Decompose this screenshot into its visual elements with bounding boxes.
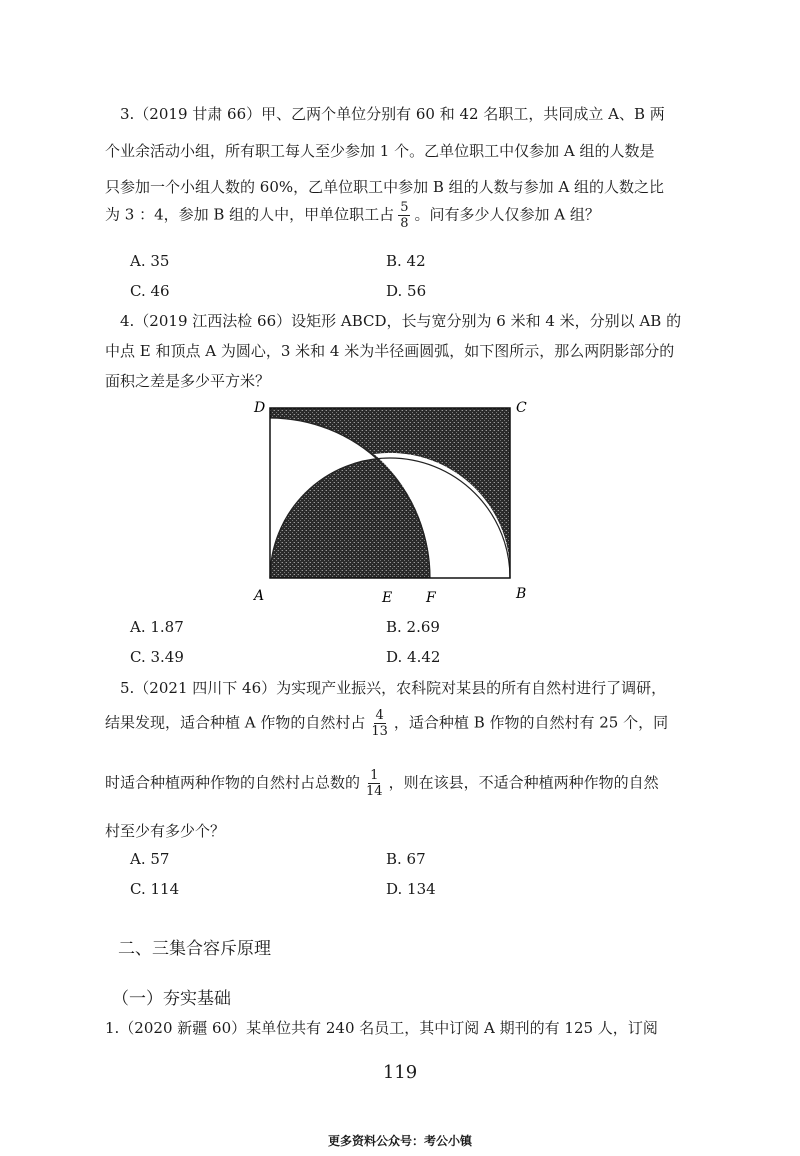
q4-option-d: D. 4.42	[386, 648, 441, 666]
q5-line1: 5.（2021 四川下 46）为实现产业振兴，农科院对某县的所有自然村进行了调研，	[120, 679, 667, 697]
q5-line2	[105, 708, 668, 739]
q4-line1: 4.（2019 江西法检 66）设矩形 ABCD，长与宽分别为 6 米和 4 米，分别以 AB 的	[120, 312, 682, 330]
label-e: E	[382, 590, 393, 606]
rectangle-arcs-diagram	[250, 398, 540, 608]
q5-fraction-1	[369, 708, 390, 739]
label-d: D	[254, 400, 266, 416]
q5-fraction-2	[364, 768, 385, 799]
label-f: F	[426, 590, 436, 606]
q5-option-a: A. 57	[130, 850, 170, 868]
section-subheading: （一）夯实基础	[112, 989, 231, 1009]
q5-line3	[105, 768, 659, 799]
label-c: C	[516, 400, 527, 416]
q5-line2-pre: 结果发现，适合种植 A 作物的自然村占	[105, 713, 366, 732]
q3-line4	[105, 200, 600, 231]
q3-line4-pre: 为 3 ：4，参加 B 组的人中，甲单位职工占	[105, 205, 395, 224]
label-a: A	[254, 588, 265, 604]
q5-line3-post: ，则在该县，不适合种植两种作物的自然	[388, 773, 659, 792]
q5-option-c: C. 114	[130, 880, 180, 898]
q5-option-d: D. 134	[386, 880, 436, 898]
q5-option-b: B. 67	[386, 850, 426, 868]
q4-line3: 面积之差是多少平方米？	[105, 372, 271, 390]
q5-frac2-den: 14	[366, 784, 383, 799]
q5-frac1-num: 4	[375, 708, 384, 723]
section-heading: 二、三集合容斥原理	[118, 939, 271, 959]
q5-line2-post: ，适合种植 B 作物的自然村有 25 个，同	[393, 713, 669, 732]
q4-option-a: A. 1.87	[130, 618, 184, 636]
q4-line2: 中点 E 和顶点 A 为圆心，3 米和 4 米为半径画圆弧，如下图所示，那么两阴影部分的	[105, 342, 675, 360]
q3-line2: 个业余活动小组，所有职工每人至少参加 1 个。乙单位职工中仅参加 A 组的人数是	[105, 142, 655, 160]
q3-option-b: B. 42	[386, 252, 426, 270]
q3-line4-post: 。问有多少人仅参加 A 组？	[414, 205, 600, 224]
q3-line3: 只参加一个小组人数的 60%，乙单位职工中参加 B 组的人数与参加 A 组的人数之比	[105, 178, 665, 196]
q3-frac-den: 8	[400, 216, 409, 231]
footer-watermark: 更多资料公众号：考公小镇	[327, 1134, 472, 1148]
q5-line3-pre: 时适合种植两种作物的自然村占总数的	[105, 773, 361, 792]
geometry-figure	[250, 398, 540, 612]
q4-option-c: C. 3.49	[130, 648, 184, 666]
q3-line1: 3.（2019 甘肃 66）甲、乙两个单位分别有 60 和 42 名职工，共同成立 A、B 两	[120, 105, 665, 123]
next-question-line1: 1.（2020 新疆 60）某单位共有 240 名员工，其中订阅 A 期刊的有 125 人，订阅	[105, 1019, 658, 1037]
q3-fraction	[398, 200, 410, 231]
page-number: 119	[382, 1062, 418, 1083]
q3-option-c: C. 46	[130, 282, 170, 300]
q3-frac-num: 5	[400, 200, 409, 215]
q3-option-d: D. 56	[386, 282, 427, 300]
q5-frac1-den: 13	[371, 724, 388, 739]
q5-frac2-num: 1	[370, 768, 379, 783]
q5-line4: 村至少有多少个？	[105, 822, 226, 840]
q3-option-a: A. 35	[130, 252, 170, 270]
q4-option-b: B. 2.69	[386, 618, 440, 636]
label-b: B	[516, 586, 527, 602]
